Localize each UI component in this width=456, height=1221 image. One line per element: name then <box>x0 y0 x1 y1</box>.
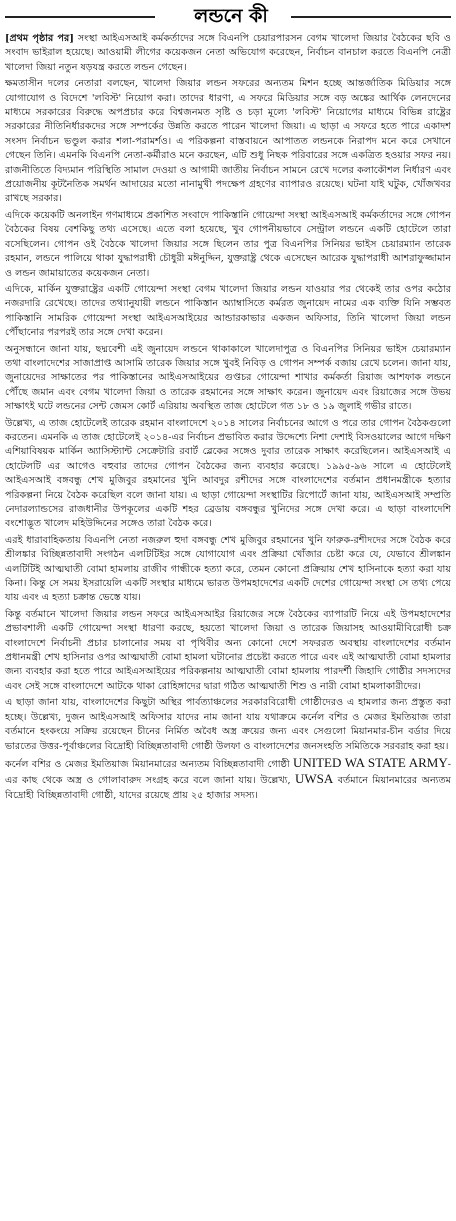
article-paragraph <box>5 32 451 75</box>
article-header <box>5 2 451 32</box>
article-paragraph-last <box>5 756 451 803</box>
article-title: লন্ডনে কী <box>194 5 268 27</box>
paragraph-text: কর্নেল বশির ও মেজর ইমতিয়াজ মিয়ানমারের অন্যতম বিচ্ছিন্নতাবাদী গোষ্ঠী <box>5 758 290 770</box>
paragraph-text: বর্তমানে মিয়ানমারের অন্যতম বিদ্রোহী বিচ্ছিন্নতাবাদী গোষ্ঠী, যাদের রয়েছে প্রায় ২৫ হাজার সদস্য। <box>5 775 451 801</box>
article-paragraph: কিন্তু বর্তমানে খালেদা জিয়ার লন্ডন সফরে আইএসআইর রিয়াজের সঙ্গে বৈঠকের ব্যাপারটি নিয়ে এই উপমহাদেশের প্রভাবশালী একটি গোয়েন্দা সংস্থা ধারণা করছে, হয়তো খালেদা জিয়া ও তারেক জিয়াসহ আওয়ামীবিরোধী চক্র বাংলাদেশে নির্বাচনী প্রচার চালানোর সময় বা পৃথিবীর অন্য কোনো দেশে সফররত অবস্থায় বাংলাদেশের বর্তমান প্রধানমন্ত্রী শেখ হাসিনার ওপর আত্মঘাতী বোমা হামলা ঘটানোর প্রচেষ্টা করতে পারে এবং এই আত্মঘাতী বোমা হামলার জন্য ব্যবহার করা হতে পারে আইএসআইয়ের পরিকল্পনায় আত্মঘাতী বোমা হামলায় পারদর্শী জিহাদি গোষ্ঠীর সদস্যদের এবং সেই সঙ্গে বাংলাদেশে আটকে থাকা রোহিঙ্গাদের দ্বারা গঠিত আত্মঘাতী শিশু ও নারী বোমা হামলাকারীদের। <box>5 608 451 692</box>
continuation-marker: [প্রথম পৃষ্ঠার পর] <box>5 33 74 44</box>
article-paragraph: উল্লেখ্য, এ তাজ হোটেলেই তারেক রহমান বাংলাদেশে ২০১৪ সালের নির্বাচনের আগে ও পরে তার গোপন বৈঠকগুলো করতেন। এমনকি এ তাজ হোটেলেই ২০১৪-এর নির্বাচন প্রভাবিত করার উদ্দেশ্যে নিশা দেশাই বিসওয়ালের আগে দক্ষিণ এশিয়াবিষয়ক মার্কিন অ্যাসিস্ট্যান্ট সেক্রেটারি রবার্ট ব্লেকের সঙ্গেও দুবার তারেক সাক্ষাৎ করেছিলেন। আইএসআই এ হোটেলটি এর আগেও বহুবার তাদের গোপন বৈঠকের জন্য ব্যবহার করেছে। ১৯৯৫-৯৬ সালে এ হোটেলেই আইএসআই বঙ্গবন্ধু শেখ মুজিবুর রহমানের খুনি আবদুর রশীদের সঙ্গে বাংলাদেশের বর্তমান প্রধানমন্ত্রীকে হত্যার পরিকল্পনা নিয়ে বৈঠক করেছিল বলে জানা যায়। এ ছাড়া গোয়েন্দা সংস্থাটির রিপোর্টে জানা যায়, আইএসআই সম্প্রতি নেদারল্যান্ডসের রাজধানীর উপকূলের একটি শহর ব্রেডায় বঙ্গবন্ধুর খুনিদের সঙ্গে দেখা করে। এ ছাড়া বাংলাদেশি বংশোদ্ভূত খালেদ মহিউদ্দিনের সঙ্গেও তারা বৈঠক করে। <box>5 417 451 530</box>
organization-name: UNITED WA STATE ARMY <box>293 754 448 770</box>
article-paragraph: অনুসন্ধানে জানা যায়, ছদ্মবেশী এই জুনায়েদ লন্ডনে থাকাকালে খালেদাপুত্র ও বিএনপির সিনিয়র ভাইস চেয়ারম্যান তথা বাংলাদেশের সাজাপ্রাপ্ত আসামি তারেক জিয়ার সঙ্গে খুবই নিবিড় ও গোপন সম্পর্ক বজায় রেখে চলেন। জানা যায়, জুনায়েদের সাক্ষাতের পর পাকিস্তানের আইএসআইয়ের গুপ্তচর গোয়েন্দা শাখার কর্মকর্তা রিয়াজ আশফাক লন্ডনে পৌঁছে জমান এবং বেগম খালেদা জিয়া ও তারেক রহমানের সঙ্গে সাক্ষাৎ করেন। জুনায়েদ এবং রিয়াজের সঙ্গে উভয় সাক্ষাৎই ঘটে লন্ডনের সেন্ট জেমস কোর্ট এরিয়ায় অবস্থিত তাজ হোটেলে গত ১৮ ও ১৯ জুলাই গভীর রাতে। <box>5 343 451 413</box>
header-rule-right <box>291 16 451 18</box>
paragraph-text: -এর কাছ থেকে অস্ত্র ও গোলাবারুদ সংগ্রহ করে বলে জানা যায়। উল্লেখ্য, <box>5 758 451 787</box>
article-paragraph: এ ছাড়া জানা যায়, বাংলাদেশের কিছুটা অস্থির পার্বত্যাঞ্চলের সরকারবিরোধী গোষ্ঠীদেরও এ হামলার জন্য প্রস্তুত করা হচ্ছে। উল্লেখ্য, দুজন আইএসআই অফিসার যাদের নাম জানা যায় যথাক্রমে কর্নেল বশির ও মেজর ইমতিয়াজ তারা বর্তমানে হংকংয়ে সক্রিয় রয়েছেন চীনের নির্মিত অবৈধ অস্ত্র ক্রয়ের জন্য এবং সেগুলো মিয়ানমার-চীন বর্ডার দিয়ে ভারতের উত্তর-পূর্বাঞ্চলের বিদ্রোহী বিচ্ছিন্নতাবাদী গোষ্ঠী উলফা ও বাংলাদেশের জনসংহতি সমিতিকে সরবরাহ করা হয়। <box>5 697 451 752</box>
article-paragraph: ক্ষমতাসীন দলের নেতারা বলছেন, খালেদা জিয়ার লন্ডন সফরের অন্যতম মিশন হচ্ছে আন্তর্জাতিক মিডিয়ার সঙ্গে যোগাযোগ ও বিদেশে 'লবিস্ট' নিয়োগ করা। তাদের ধারণা, এ সফরে মিডিয়ার সঙ্গে বড় অঙ্কের আর্থিক লেনদেনের মাধ্যমে সরকারের বিরুদ্ধে অপপ্রচার করে বিশ্বজনমত সৃষ্টি ও চড়া মূল্যে 'লবিস্ট' নিয়োগের মাধ্যমে বিভিন্ন রাষ্ট্রের সরকারের নীতিনির্ধারকদের সঙ্গে সম্পর্কের উন্নতি করতে পারেন খালেদা জিয়া। এ ছাড়া এ সফরে হতে পারে একাদশ সংসদ নির্বাচন ভণ্ডুল করার শলা-পরামর্শও। এ পরিকল্পনা বাস্তবায়নে আপাতত লন্ডনকে নিরাপদ মনে করে সেখানে গেছেন তিনি। এমনকি বিএনপি নেতা-কর্মীরাও মনে করছেন, এটি শুধু নিছক পরিবারের সঙ্গে একত্রিত হওয়ার সফর নয়। রাজনীতিতে বিদ্যমান পরিস্থিতি সামাল দেওয়া ও আগামী জাতীয় নির্বাচন সামনে রেখে দলের কলাকৌশল নির্ধারণ এবং প্রয়োজনীয় কূটনৈতিক সমর্থন আদায়ের মতো নানামুখী পদক্ষেপ গ্রহণের ব্যাপারও রয়েছে। ঘটনা যাই ঘটুক, খোঁজখবর রাখছে সরকার। <box>5 78 451 205</box>
article-paragraph: এরই ধারাবাহিকতায় বিএনপি নেতা নজরুল হুদা বঙ্গবন্ধু শেখ মুজিবুর রহমানের খুনি ফারুক-রশীদদের সঙ্গে বৈঠক করে শ্রীলঙ্কার বিচ্ছিন্নতাবাদী সংগঠন এলটিটিইর সঙ্গে যোগাযোগ এবং প্রক্রিয়া খোঁজার চেষ্টা করে যে, যেভাবে শ্রীলঙ্কান এলটিটিই আত্মঘাতী বোমা হামলায় রাজীব গান্ধীকে হত্যা করে, তেমন কোনো প্রক্রিয়ায় শেখ হাসিনাকে হত্যা করা যায় কিনা। কিন্তু সে সময় ইসরায়েলি একটি সংস্থার মাধ্যমে ভারত উপমহাদেশের একটি দেশের গোয়েন্দা সংস্থা সে তথ্য পেয়ে যায় এবং এ হত্যা চক্রান্ত ভেস্তে যায়। <box>5 534 451 604</box>
organization-acronym: UWSA <box>294 771 334 787</box>
article-paragraph: এদিকে কয়েকটি অনলাইন গণমাধ্যমে প্রকাশিত সংবাদে পাকিস্তানি গোয়েন্দা সংস্থা আইএসআই কর্মকর্তাদের সঙ্গে গোপন বৈঠকের বিষয় বেশকিছু তথ্য এসেছে। এতে বলা হয়েছে, খুব গোপনীয়ভাবে সেন্ট্রাল লন্ডনে একটি হোটেলে তারা বসেছিলেন। গোপন ওই বৈঠকে খালেদা জিয়ার সঙ্গে ছিলেন তার পুত্র বিএনপির সিনিয়র ভাইস চেয়ারম্যান তারেক রহমান, লন্ডনে পালিয়ে থাকা যুদ্ধাপরাধী চৌধুরী মঈনুদ্দিন, যুক্তরাষ্ট্র থেকে এসেছেন আরেক যুদ্ধাপরাধী আশরাফুজ্জামান ও লন্ডন জামায়াতের কয়েকজন নেতা। <box>5 209 451 279</box>
article-paragraph: এদিকে, মার্কিন যুক্তরাষ্ট্রের একটি গোয়েন্দা সংস্থা বেগম খালেদা জিয়ার লন্ডন যাওয়ার পর থেকেই তার ওপর কঠোর নজরদারি রেখেছে। তাদের তথ্যানুযায়ী লন্ডনে পাকিস্তান অ্যাম্বাসিতে কর্মরত জুনায়েদ নামের এক ব্যক্তি যিনি সম্ভবত পাকিস্তানি সামরিক গোয়েন্দা সংস্থা আইএসআইয়ের আন্ডারকাভার একজন অফিসার, তিনি খালেদা জিয়া লন্ডন পৌঁছানোর পরপরই তার সঙ্গে দেখা করেন। <box>5 283 452 339</box>
header-rule-left <box>5 16 155 18</box>
paragraph-text: সংস্থা আইএসআই কর্মকর্তাদের সঙ্গে বিএনপি চেয়ারপারসন বেগম খালেদা জিয়ার বৈঠকের ছবি ও সংবাদ ভাইরাল হয়েছে। আওয়ামী লীগের কয়েকজন নেতা অভিযোগ করেছেন, নির্বাচন বানচাল করতে বিএনপি নেত্রী খালেদা জিয়া নতুন ষড়যন্ত্র করতে লন্ডন গেছেন। <box>5 33 451 73</box>
article-body <box>5 32 451 803</box>
